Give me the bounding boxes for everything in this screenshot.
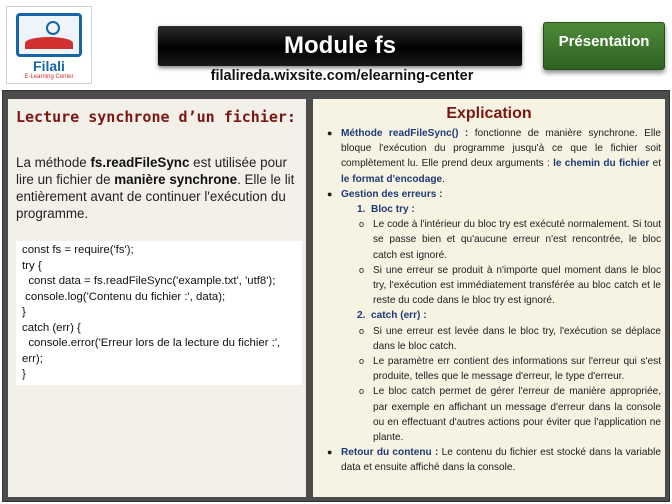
explanation-list [317,126,661,476]
left-panel [8,99,306,497]
code-line: catch (err) { [22,321,81,334]
bullet-icon: ● [327,128,333,138]
list-item: o Si une erreur est levée dans le bloc try, l'exécution se déplace dans le bloc catch. [359,325,661,352]
code-line: console.error('Erreur lors de la lecture du fichier :', [22,337,281,349]
intro-paragraph: La méthode fs.readFileSync est utilisée pour lire un fichier de manière synchrone. Elle le lit entièrement avant de continuer l'exécution du programme. [16,155,295,221]
circle-bullet-icon: o [359,356,365,367]
code-line: console.log('Contenu du fichier :', data); [22,290,226,303]
list-item: o Si une erreur se produit à n'importe quel moment dans le bloc try, l'exécution est immédiatement transférée au bloc catch et le reste du code dans le bloc try est ignoré. [359,264,661,307]
power-icon [46,21,60,35]
circle-bullet-icon: o [359,386,365,397]
code-line: } [22,306,26,318]
logo-subtitle: E-Learning Center [24,74,74,80]
list-item: o Le paramètre err contient des informations sur l'erreur qui s'est produite, telles que le message d'erreur, le type d'erreur. [359,356,661,383]
site-url[interactable]: filalireda.wixsite.com/elearning-center [210,68,474,84]
list-item: o Le bloc catch permet de gérer l'erreur de manière appropriée, par exemple en affichant un message d'erreur dans la console ou en effectuant d'autres actions pour éviter que l'application ne plante. [359,386,661,444]
list-item: ● Gestion des erreurs : [317,187,661,202]
code-block [16,241,302,385]
sync-mode: manière synchrone [114,172,238,187]
presentation-button[interactable]: Présentation [543,22,665,70]
code-line: err); [22,352,43,365]
sub-heading-catch: 2. catch (err) : [357,310,427,322]
circle-bullet-icon: o [359,325,365,336]
content-frame [2,90,670,502]
circle-bullet-icon: o [359,219,365,230]
bullet-icon: ● [327,447,333,458]
section-title: Lecture synchrone d’un fichier: [16,108,296,126]
explanation-panel [313,99,665,497]
bullet-icon: ● [327,188,333,199]
method-name: fs.readFileSync [90,155,190,170]
list-item: ● Retour du contenu : Le contenu du fichier est stocké dans la variable data et ensuite affiché dans la console. [327,447,661,474]
monitor-icon [16,13,82,57]
logo-name: Filali [33,58,65,74]
module-title: Module fs [158,26,522,66]
code-line: const data = fs.readFileSync('example.txt', 'utf8'); [22,275,276,287]
explanation-title: Explication [446,105,532,122]
circle-bullet-icon: o [359,264,365,275]
sub-heading-try: 1. Bloc try : [357,204,415,216]
code-line: } [22,368,26,380]
code-line: try { [22,259,42,272]
list-item: o Le code à l'intérieur du bloc try est exécuté normalement. Si tout se passe bien et qu'aucune erreur n'est rencontrée, le bloc catch est ignoré. [359,219,661,261]
list-item: ● Méthode readFileSync() : fonctionne de manière synchrone. Elle bloque l'exécution du programme jusqu'à ce que le fichier soit complètement lu. Elle prend deux arguments : le chemin du fichier et le format d'encodage. [327,128,661,185]
code-line: const fs = require('fs'); [22,244,134,256]
filali-logo [6,6,92,84]
